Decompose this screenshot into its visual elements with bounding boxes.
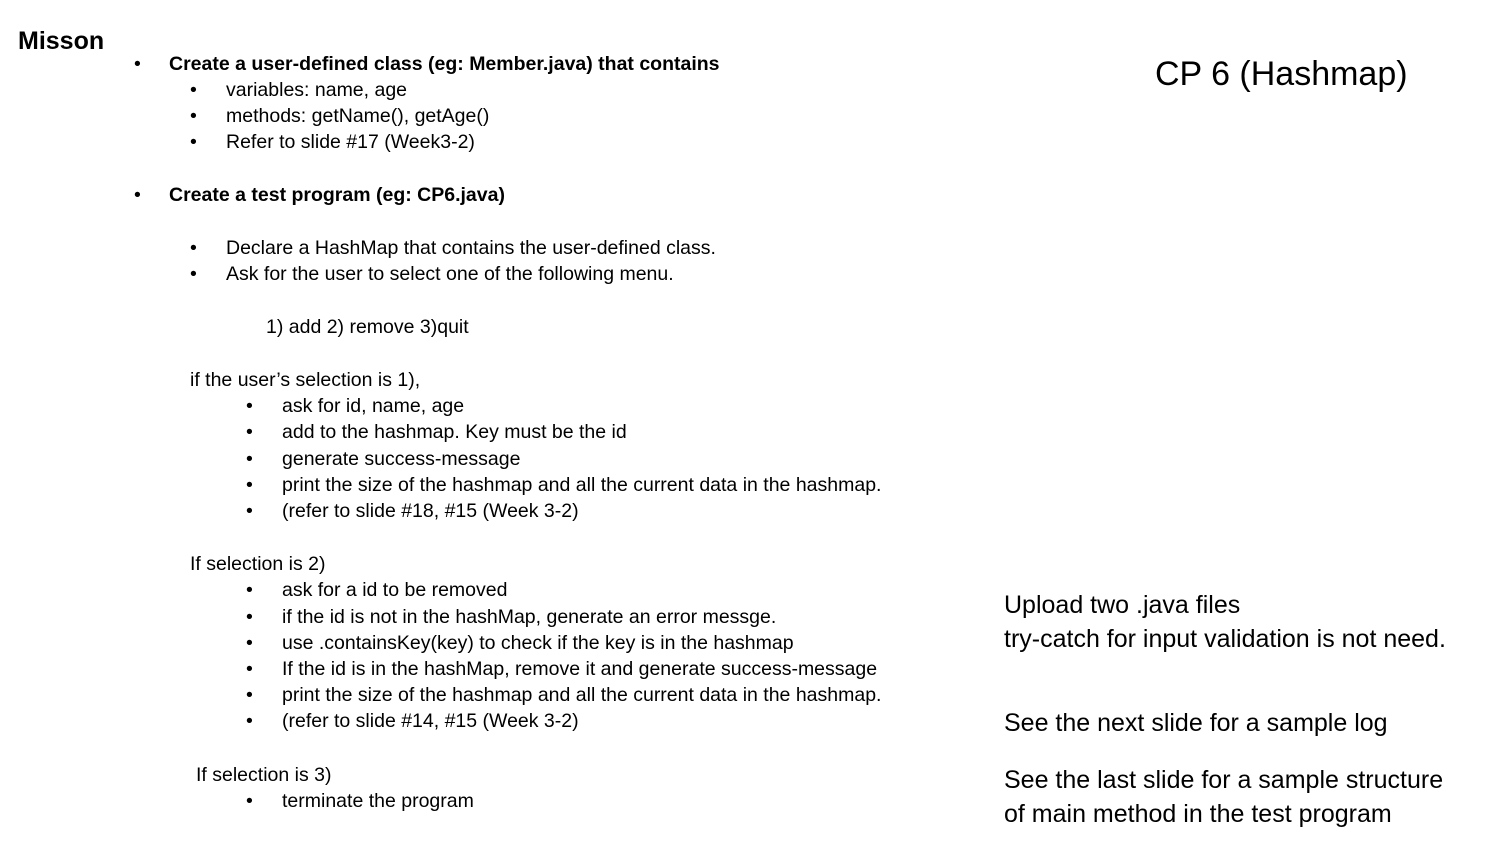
bullet: • <box>190 79 197 101</box>
menu-options: 1) add 2) remove 3)quit <box>266 316 469 338</box>
list-item <box>246 630 794 656</box>
selection3-label: If selection is 3) <box>196 764 332 786</box>
list-item <box>246 682 882 708</box>
list-item-text: print the size of the hashmap and all the current data in the hashmap. <box>282 474 882 496</box>
next-slide-note: See the next slide for a sample log <box>1004 709 1388 737</box>
list-item-text: (refer to slide #18, #15 (Week 3-2) <box>282 500 579 522</box>
selection1-label: if the user’s selection is 1), <box>190 369 421 391</box>
list-item-text: Refer to slide #17 (Week3-2) <box>226 131 475 153</box>
bullet: • <box>246 579 253 601</box>
bullet: • <box>190 237 197 259</box>
list-item <box>246 788 474 814</box>
bullet: • <box>134 184 141 206</box>
list-item <box>190 235 716 261</box>
bullet: • <box>246 710 253 732</box>
list-item <box>246 577 508 603</box>
list-item <box>246 393 465 419</box>
bullet: • <box>246 395 253 417</box>
list-item <box>246 604 777 630</box>
test-header: Create a test program (eg: CP6.java) <box>169 184 505 206</box>
list-item <box>246 472 882 498</box>
upload-note-line1: Upload two .java files <box>1004 591 1241 619</box>
list-item-text: print the size of the hashmap and all the current data in the hashmap. <box>282 684 882 706</box>
list-item-text: Declare a HashMap that contains the user-defined class. <box>226 237 716 259</box>
list-item-text: add to the hashmap. Key must be the id <box>282 421 627 443</box>
list-item-text: use .containsKey(key) to check if the key is in the hashmap <box>282 632 794 654</box>
bullet: • <box>246 606 253 628</box>
bullet: • <box>190 263 197 285</box>
bullet: • <box>246 448 253 470</box>
instruction-test-program <box>134 182 505 208</box>
list-item <box>190 77 408 103</box>
list-item <box>190 261 674 287</box>
upload-note-line2: try-catch for input validation is not need. <box>1004 625 1446 653</box>
list-item-text: if the id is not in the hashMap, generate an error messge. <box>282 606 777 628</box>
selection2-label: If selection is 2) <box>190 553 326 575</box>
list-item-text: (refer to slide #14, #15 (Week 3-2) <box>282 710 579 732</box>
list-item-text: If the id is in the hashMap, remove it and generate success-message <box>282 658 878 680</box>
instruction-class <box>134 51 720 77</box>
bullet: • <box>190 105 197 127</box>
list-item-text: terminate the program <box>282 790 474 812</box>
list-item-text: methods: getName(), getAge() <box>226 105 490 127</box>
bullet: • <box>246 658 253 680</box>
bullet: • <box>134 53 141 75</box>
bullet: • <box>246 474 253 496</box>
list-item-text: variables: name, age <box>226 79 408 101</box>
list-item <box>246 446 521 472</box>
bullet: • <box>190 131 197 153</box>
slide-title: CP 6 (Hashmap) <box>1155 55 1408 93</box>
list-item <box>246 708 579 734</box>
last-slide-note-line1: See the last slide for a sample structure <box>1004 766 1444 794</box>
list-item <box>246 498 579 524</box>
class-header: Create a user-defined class (eg: Member.java) that contains <box>169 53 720 75</box>
bullet: • <box>246 632 253 654</box>
bullet: • <box>246 421 253 443</box>
list-item <box>246 419 627 445</box>
list-item-text: generate success-message <box>282 448 521 470</box>
mission-heading: Misson <box>18 27 105 55</box>
last-slide-note-line2: of main method in the test program <box>1004 800 1392 828</box>
list-item-text: ask for id, name, age <box>282 395 465 417</box>
list-item-text: Ask for the user to select one of the following menu. <box>226 263 674 285</box>
bullet: • <box>246 790 253 812</box>
list-item <box>246 656 878 682</box>
list-item <box>190 129 475 155</box>
bullet: • <box>246 684 253 706</box>
list-item <box>190 103 490 129</box>
bullet: • <box>246 500 253 522</box>
list-item-text: ask for a id to be removed <box>282 579 508 601</box>
